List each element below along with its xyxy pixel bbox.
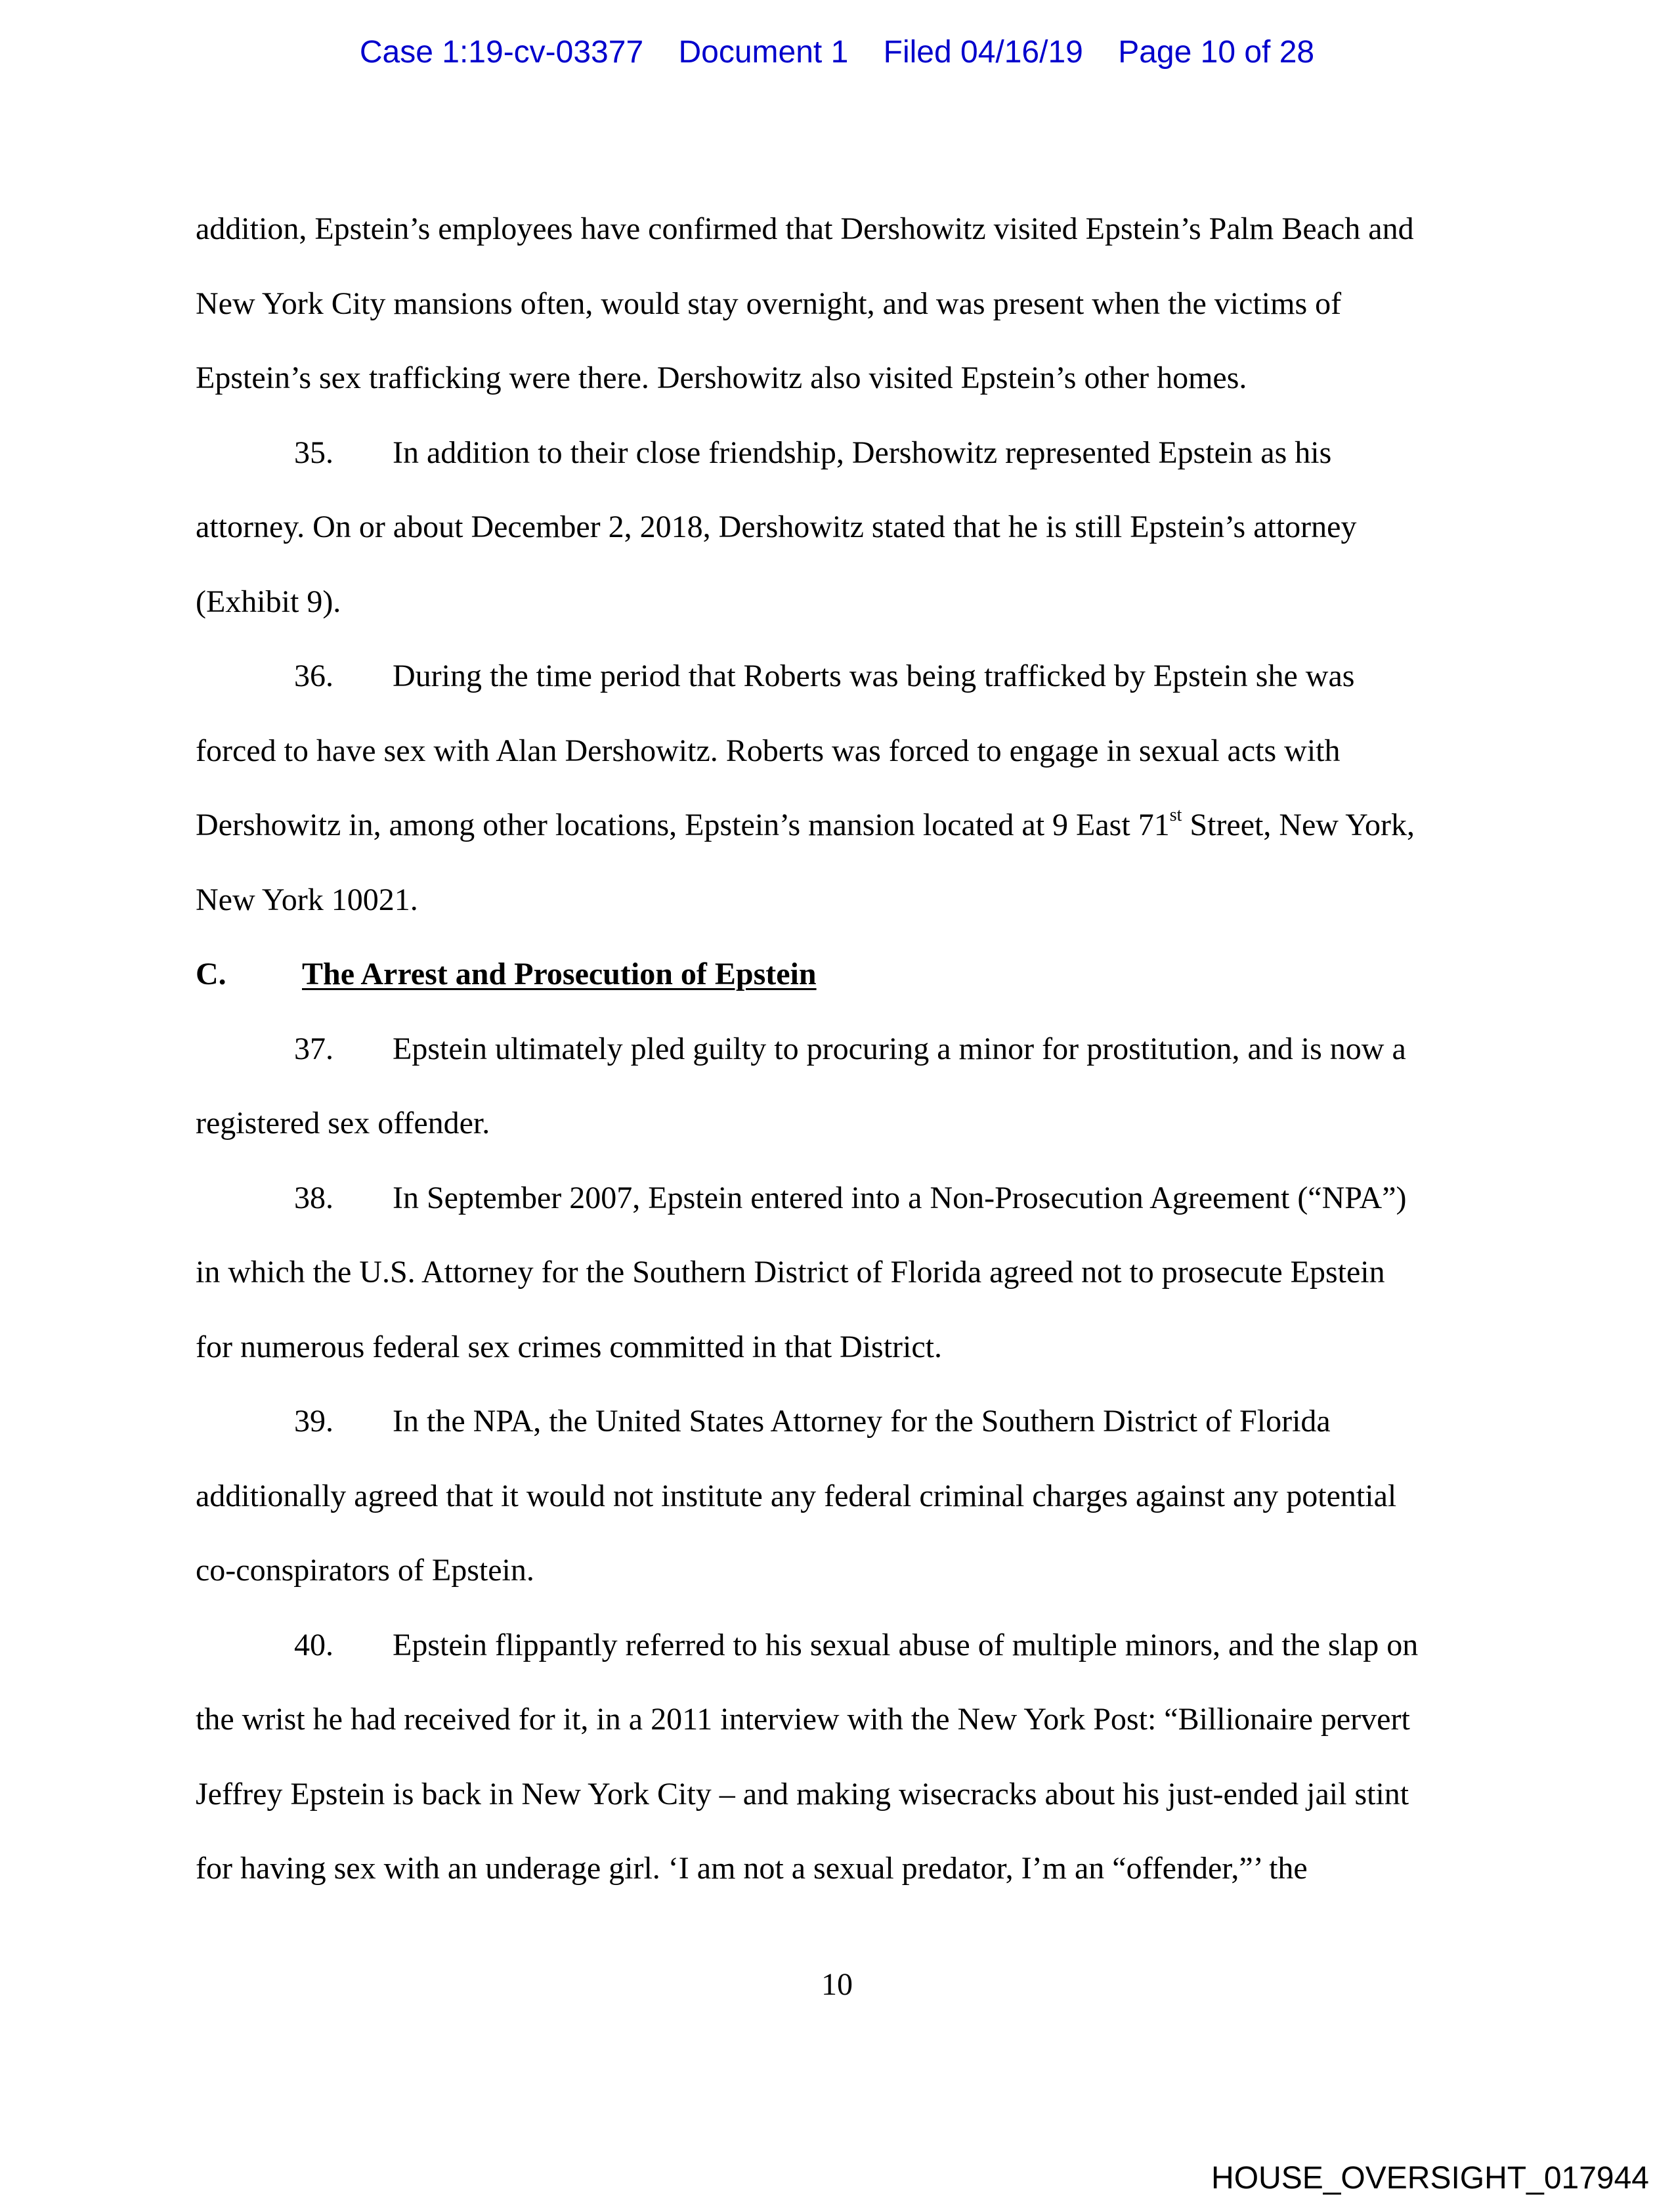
continuation-line: addition, Epstein’s employees have confirmed that Dershowitz visited Epstein’s Palm Beach and <box>196 211 1414 246</box>
paragraph-line: forced to have sex with Alan Dershowitz. Roberts was forced to engage in sexual acts with <box>196 733 1341 768</box>
section-title: The Arrest and Prosecution of Epstein <box>302 957 817 991</box>
paragraph-line: registered sex offender. <box>196 1106 490 1140</box>
paragraph-36: 36. During the time period that Roberts was being trafficked by Epstein she was <box>196 639 1456 714</box>
paragraph-line: attorney. On or about December 2, 2018, Dershowitz stated that he is still Epstein’s attorney <box>196 510 1357 544</box>
paragraph-line: for numerous federal sex crimes committed in that District. <box>196 1329 942 1364</box>
section-heading <box>196 937 1456 1012</box>
paragraph-line: New York 10021. <box>196 882 418 917</box>
continuation-line: Epstein’s sex trafficking were there. Dershowitz also visited Epstein’s other homes. <box>196 360 1247 395</box>
document-number: Document 1 <box>678 35 849 70</box>
paragraph-number: 35. <box>294 435 333 470</box>
case-header <box>0 34 1674 70</box>
ordinal-suffix: st <box>1169 805 1182 825</box>
paragraph-line: in which the U.S. Attorney for the Southern District of Florida agreed not to prosecute Epstein <box>196 1255 1385 1290</box>
paragraph-number: 38. <box>294 1180 333 1215</box>
page-number: 10 <box>821 1967 853 2002</box>
page-count: Page 10 of 28 <box>1118 35 1315 70</box>
filed-date: Filed 04/16/19 <box>883 35 1083 70</box>
document-body <box>196 192 1456 1906</box>
case-number: Case 1:19-cv-03377 <box>359 35 644 70</box>
continuation-line: New York City mansions often, would stay overnight, and was present when the victims of <box>196 286 1342 321</box>
bates-stamp: HOUSE_OVERSIGHT_017944 <box>1211 2161 1649 2196</box>
paragraph-number: 37. <box>294 1031 333 1066</box>
paragraph-number: 36. <box>294 659 333 693</box>
paragraph-35: 35. In addition to their close friendship, Dershowitz represented Epstein as his <box>196 416 1456 490</box>
paragraph-number: 39. <box>294 1404 333 1439</box>
paragraph-38: 38. In September 2007, Epstein entered into a Non-Prosecution Agreement (“NPA”) <box>196 1161 1456 1236</box>
paragraph-line: co-conspirators of Epstein. <box>196 1553 534 1588</box>
paragraph-line: the wrist he had received for it, in a 2011 interview with the New York Post: “Billionaire pervert <box>196 1702 1410 1737</box>
paragraph-line: for having sex with an underage girl. ‘I am not a sexual predator, I’m an “offender,”’ the <box>196 1851 1308 1886</box>
section-letter: C. <box>196 957 226 991</box>
paragraph-40: 40. Epstein flippantly referred to his sexual abuse of multiple minors, and the slap on <box>196 1608 1456 1683</box>
paragraph-39: 39. In the NPA, the United States Attorney for the Southern District of Florida <box>196 1384 1456 1459</box>
paragraph-number: 40. <box>294 1627 333 1662</box>
paragraph-line: Dershowitz in, among other locations, Epstein’s mansion located at 9 East 71st Street, New York, <box>196 805 1415 842</box>
paragraph-line: additionally agreed that it would not institute any federal criminal charges against any potential <box>196 1478 1397 1513</box>
paragraph-37: 37. Epstein ultimately pled guilty to procuring a minor for prostitution, and is now a <box>196 1012 1456 1087</box>
paragraph-line: Jeffrey Epstein is back in New York City – and making wisecracks about his just-ended jail stint <box>196 1776 1409 1811</box>
paragraph-line: (Exhibit 9). <box>196 584 341 619</box>
